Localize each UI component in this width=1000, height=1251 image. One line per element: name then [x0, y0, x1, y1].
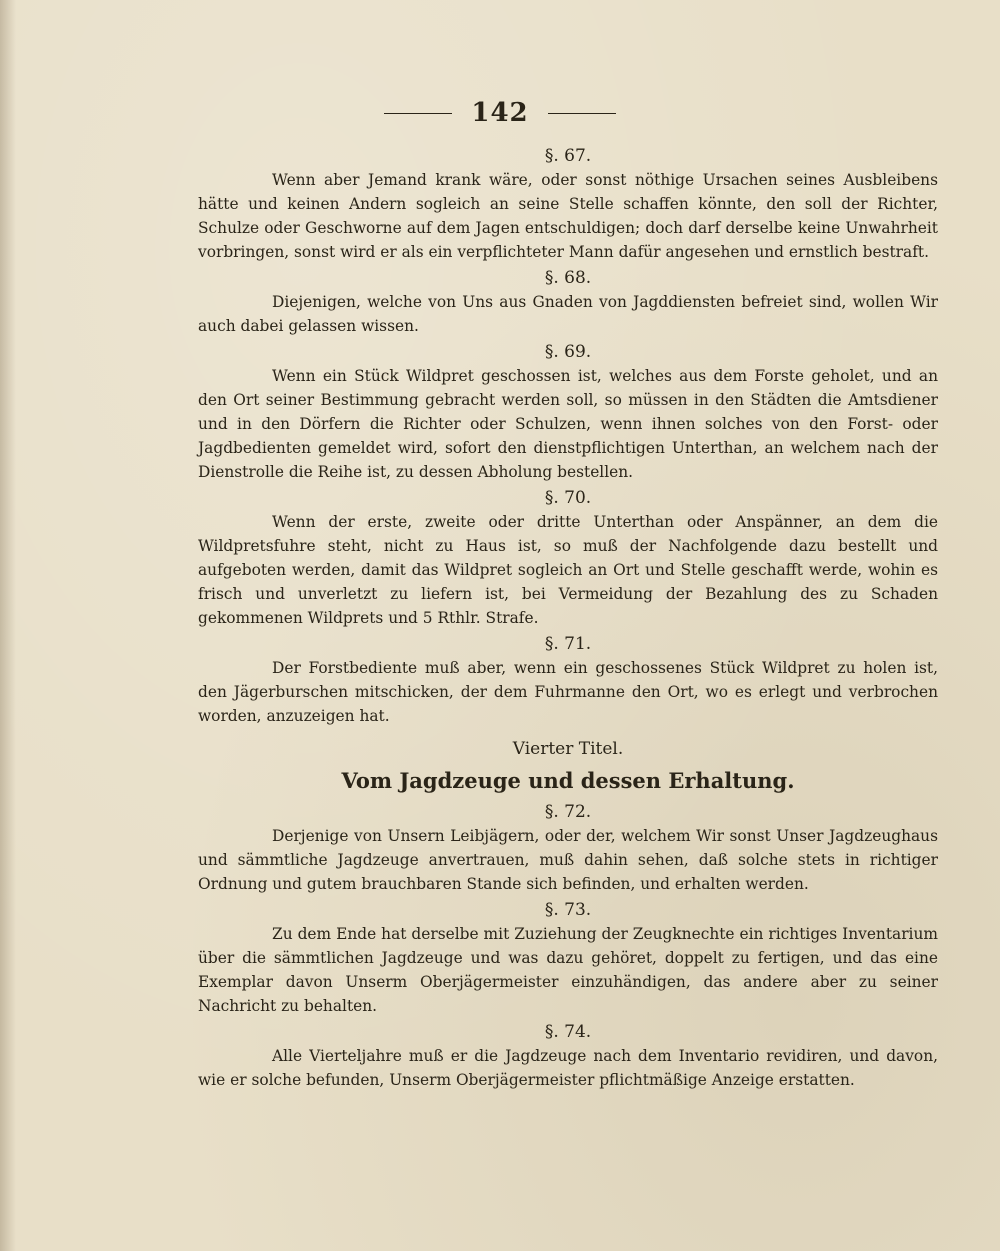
chapter-label: Vierter Titel. — [512, 739, 624, 759]
page-edge-shadow — [0, 0, 16, 1251]
section-74 — [198, 1020, 938, 1092]
section-text: Zu dem Ende hat derselbe mit Zuziehung der Zeugknechte ein richtiges Inventarium über die sämmtlichen Jagdzeuge und was dazu gehöret, doppelt zu fertigen, und das eine Exemplar davon Unserm Oberjägermeister einzuhändigen, das andere aber zu seiner Nachricht zu behalten. — [198, 925, 938, 1015]
section-text: Wenn der erste, zweite oder dritte Unterthan oder Anspänner, an dem die Wildpretsfuhre steht, nicht zu Haus ist, so muß der Nachfolgende dazu bestellt und aufgeboten werden, damit das Wildpret sogleich an Ort und Stelle geschafft werde, wohin es frisch und unverletzt zu liefern ist, bei Vermeidung der Bezahlung des zu Schaden gekommenen Wildprets und 5 Rthlr. Strafe. — [198, 513, 938, 627]
section-number: §. 68. — [544, 268, 592, 288]
section-72 — [198, 800, 938, 896]
section-number: §. 72. — [544, 802, 592, 822]
header-rule-left — [384, 113, 452, 114]
section-68 — [198, 266, 938, 338]
section-text: Der Forstbediente muß aber, wenn ein geschossenes Stück Wildpret zu holen ist, den Jägerburschen mitschicken, der dem Fuhrmanne den Ort, wo es erlegt und verbrochen worden, anzuzeigen hat. — [198, 659, 938, 725]
page-number: 142 — [471, 98, 529, 128]
section-number: §. 67. — [544, 146, 592, 166]
section-text: Wenn ein Stück Wildpret geschossen ist, welches aus dem Forste geholet, und an den Ort seiner Bestimmung gebracht werden soll, so müssen in den Städten die Amtsdiener und in den Dörfern die Richter oder Schulzen, wenn ihnen solches von den Forst- oder Jagdbedienten gemeldet wird, sofort den dienstpflichtigen Unterthan, an welchem nach der Dienstrolle die Reihe ist, zu dessen Abholung bestellen. — [198, 367, 938, 481]
page-body — [198, 142, 938, 1092]
section-70 — [198, 486, 938, 630]
chapter-title: Vom Jagdzeuge und dessen Erhaltung. — [341, 768, 795, 793]
section-number: §. 70. — [544, 488, 592, 508]
section-number: §. 73. — [544, 900, 592, 920]
section-69 — [198, 340, 938, 484]
section-71 — [198, 632, 938, 728]
section-67 — [198, 144, 938, 264]
section-73 — [198, 898, 938, 1018]
page-header — [0, 98, 1000, 128]
section-number: §. 74. — [544, 1022, 592, 1042]
section-text: Derjenige von Unsern Leibjägern, oder der, welchem Wir sonst Unser Jagdzeughaus und sämmtliche Jagdzeuge anvertrauen, muß dahin sehen, daß solche stets in richtiger Ordnung und gutem brauchbaren Stande sich befinden, und erhalten werden. — [198, 827, 938, 893]
section-text: Wenn aber Jemand krank wäre, oder sonst nöthige Ursachen seines Ausbleibens hätte und keinen Andern sogleich an seine Stelle schaffen könnte, den soll der Richter, Schulze oder Geschworne auf dem Jagen entschuldigen; doch darf derselbe keine Unwahrheit vorbringen, sonst wird er als ein verpflichteter Mann dafür angesehen und ernstlich bestraft. — [198, 171, 938, 261]
header-rule-right — [548, 113, 616, 114]
section-text: Alle Vierteljahre muß er die Jagdzeuge nach dem Inventario revidiren, und davon, wie er solche befunden, Unserm Oberjägermeister pflichtmäßige Anzeige erstatten. — [198, 1047, 938, 1089]
section-number: §. 69. — [544, 342, 592, 362]
section-number: §. 71. — [544, 634, 592, 654]
section-text: Diejenigen, welche von Uns aus Gnaden von Jagddiensten befreiet sind, wollen Wir auch dabei gelassen wissen. — [198, 293, 938, 335]
